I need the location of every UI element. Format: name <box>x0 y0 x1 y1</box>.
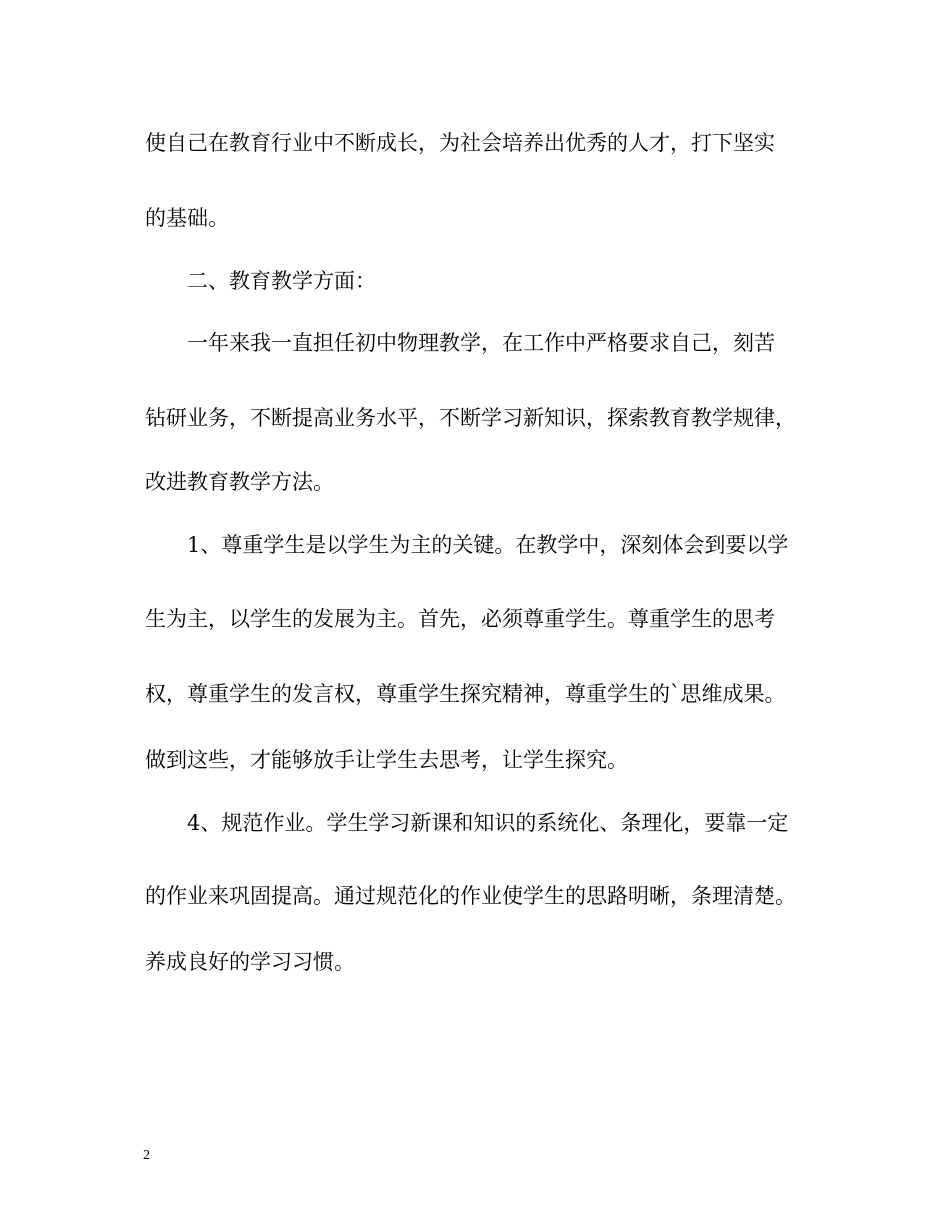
text-line: 4、规范作业。学生学习新课和知识的系统化、条理化，要靠一定 <box>187 811 789 835</box>
section-heading: 二、教育教学方面： <box>187 269 376 293</box>
text-line: 的基础。 <box>145 206 229 230</box>
text-line: 做到这些，才能够放手让学生去思考，让学生探究。 <box>145 748 628 772</box>
text-line: 使自己在教育行业中不断成长，为社会培养出优秀的人才，打下坚实 <box>145 131 775 155</box>
text-line: 生为主，以学生的发展为主。首先，必须尊重学生。尊重学生的思考 <box>145 607 775 631</box>
text-line: 1、尊重学生是以学生为主的关键。在教学中，深刻体会到要以学 <box>187 533 789 557</box>
page-number: 2 <box>143 1148 150 1163</box>
text-line: 的作业来巩固提高。通过规范化的作业使学生的思路明晰，条理清楚。 <box>145 884 796 908</box>
text-line: 钻研业务，不断提高业务水平，不断学习新知识，探索教育教学规律， <box>145 406 796 430</box>
text-line: 养成良好的学习习惯。 <box>145 950 355 974</box>
text-line: 权，尊重学生的发言权，尊重学生探究精神，尊重学生的`思维成果。 <box>145 682 786 706</box>
text-line: 一年来我一直担任初中物理教学，在工作中严格要求自己，刻苦 <box>187 331 775 355</box>
text-line: 改进教育教学方法。 <box>145 470 334 494</box>
